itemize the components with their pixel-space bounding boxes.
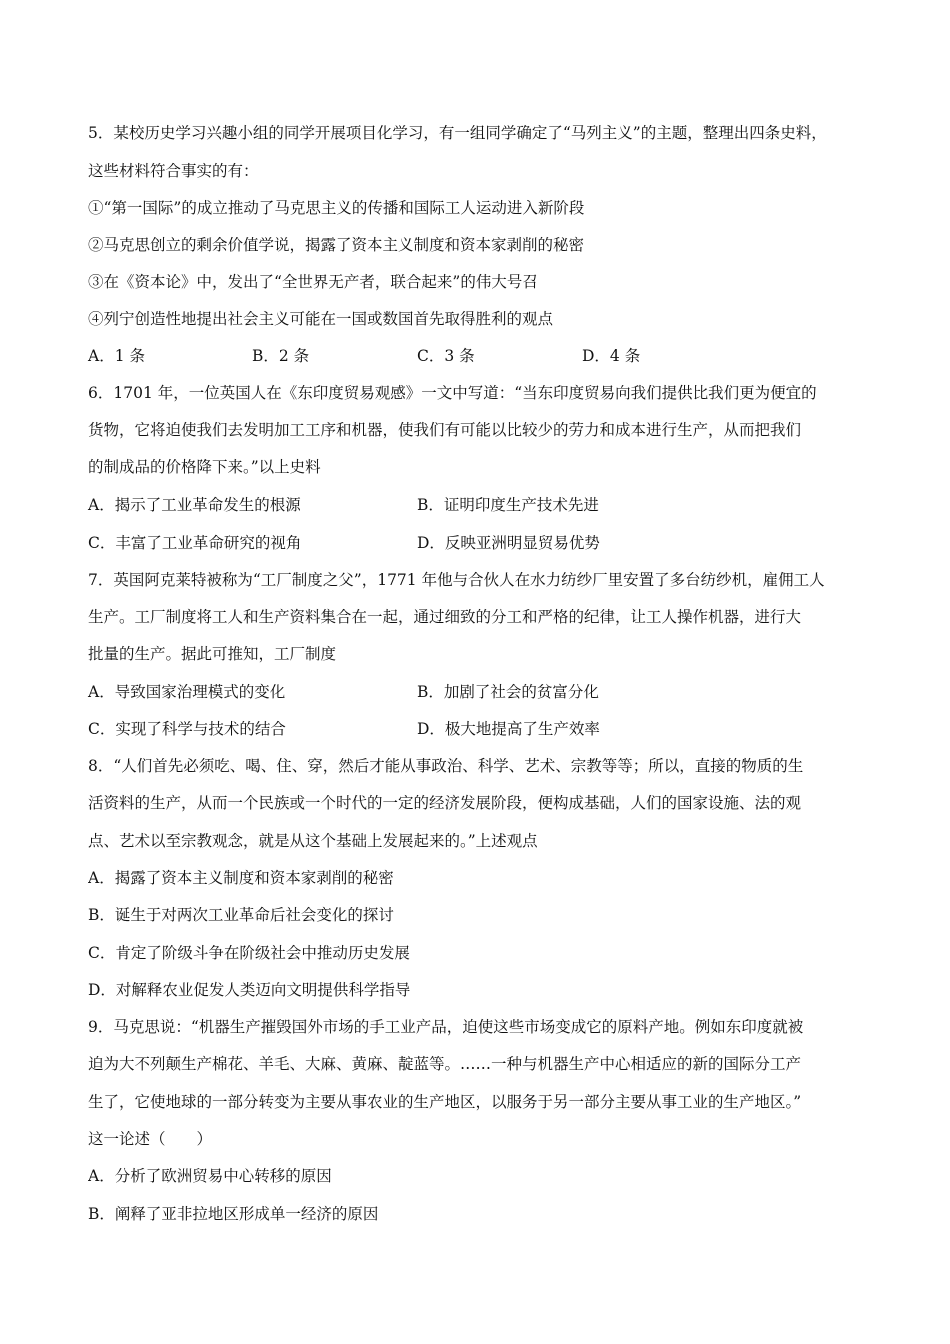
q7-stem-line-1: 7．英国阿克莱特被称为“工厂制度之父”，1771 年他与合伙人在水力纺纱厂里安置了多台纺纱机，雇佣工人 [88, 571, 825, 589]
q9-stem-line-4: 这一论述（ ） [88, 1130, 213, 1148]
q8-stem-line-1: 8．“人们首先必须吃、喝、住、穿，然后才能从事政治、科学、艺术、宗教等等；所以，直接的物质的生 [88, 757, 804, 775]
q6-stem-line-3: 的制成品的价格降下来。”以上史料 [88, 458, 321, 476]
q8-option-c: C．肯定了阶级斗争在阶级社会中推动历史发展 [88, 944, 410, 962]
q5-item-2: ②马克思创立的剩余价值学说，揭露了资本主义制度和资本家剥削的秘密 [88, 236, 585, 254]
q8-option-d: D．对解释农业促发人类迈向文明提供科学指导 [88, 981, 411, 999]
q6-option-d: D．反映亚洲明显贸易优势 [417, 534, 600, 552]
q7-stem-line-2: 生产。工厂制度将工人和生产资料集合在一起，通过细致的分工和严格的纪律，让工人操作机器，进行大 [88, 608, 802, 626]
q8-stem-line-2: 活资料的生产，从而一个民族或一个时代的一定的经济发展阶段，便构成基础，人们的国家设施、法的观 [88, 794, 802, 812]
q5-item-3: ③在《资本论》中，发出了“全世界无产者，联合起来”的伟大号召 [88, 273, 538, 291]
q7-stem-line-3: 批量的生产。据此可推知，工厂制度 [88, 645, 337, 663]
q5-option-d: D．4 条 [582, 347, 641, 365]
q9-option-b: B．阐释了亚非拉地区形成单一经济的原因 [88, 1205, 379, 1223]
q8-option-b: B．诞生于对两次工业革命后社会变化的探讨 [88, 906, 394, 924]
q6-option-b: B．证明印度生产技术先进 [417, 496, 599, 514]
q7-option-c: C．实现了科学与技术的结合 [88, 720, 286, 738]
q7-option-a: A．导致国家治理模式的变化 [88, 683, 286, 701]
q9-stem-line-3: 生了，它使地球的一部分转变为主要从事农业的生产地区，以服务于另一部分主要从事工业的生产地区。” [88, 1093, 802, 1111]
q9-stem-line-1: 9．马克思说：“机器生产摧毁国外市场的手工业产品，迫使这些市场变成它的原料产地。例如东印度就被 [88, 1018, 804, 1036]
q8-option-a: A．揭露了资本主义制度和资本家剥削的秘密 [88, 869, 394, 887]
q6-stem-line-2: 货物，它将迫使我们去发明加工工序和机器，使我们有可能以比较少的劳力和成本进行生产，从而把我们 [88, 421, 802, 439]
q5-option-b: B．2 条 [252, 347, 310, 365]
q5-option-c: C．3 条 [417, 347, 475, 365]
q7-option-d: D．极大地提高了生产效率 [417, 720, 600, 738]
q5-stem-line-1: 5．某校历史学习兴趣小组的同学开展项目化学习，有一组同学确定了“马列主义”的主题，整理出四条史料， [88, 124, 827, 142]
q6-stem-line-1: 6．1701 年，一位英国人在《东印度贸易观感》一文中写道：“当东印度贸易向我们提供比我们更为便宜的 [88, 384, 817, 402]
q5-option-a: A．1 条 [88, 347, 145, 365]
q6-option-c: C．丰富了工业革命研究的视角 [88, 534, 302, 552]
q5-item-4: ④列宁创造性地提出社会主义可能在一国或数国首先取得胜利的观点 [88, 310, 554, 328]
q7-option-b: B．加剧了社会的贫富分化 [417, 683, 599, 701]
q5-item-1: ①“第一国际”的成立推动了马克思主义的传播和国际工人运动进入新阶段 [88, 199, 585, 217]
q9-option-a: A．分析了欧洲贸易中心转移的原因 [88, 1167, 332, 1185]
q6-option-a: A．揭示了工业革命发生的根源 [88, 496, 301, 514]
q8-stem-line-3: 点、艺术以至宗教观念，就是从这个基础上发展起来的。”上述观点 [88, 832, 538, 850]
q5-stem-line-2: 这些材料符合事实的有： [88, 162, 259, 180]
q9-stem-line-2: 迫为大不列颠生产棉花、羊毛、大麻、黄麻、靛蓝等。……一种与机器生产中心相适应的新的国际分工产 [88, 1055, 802, 1073]
